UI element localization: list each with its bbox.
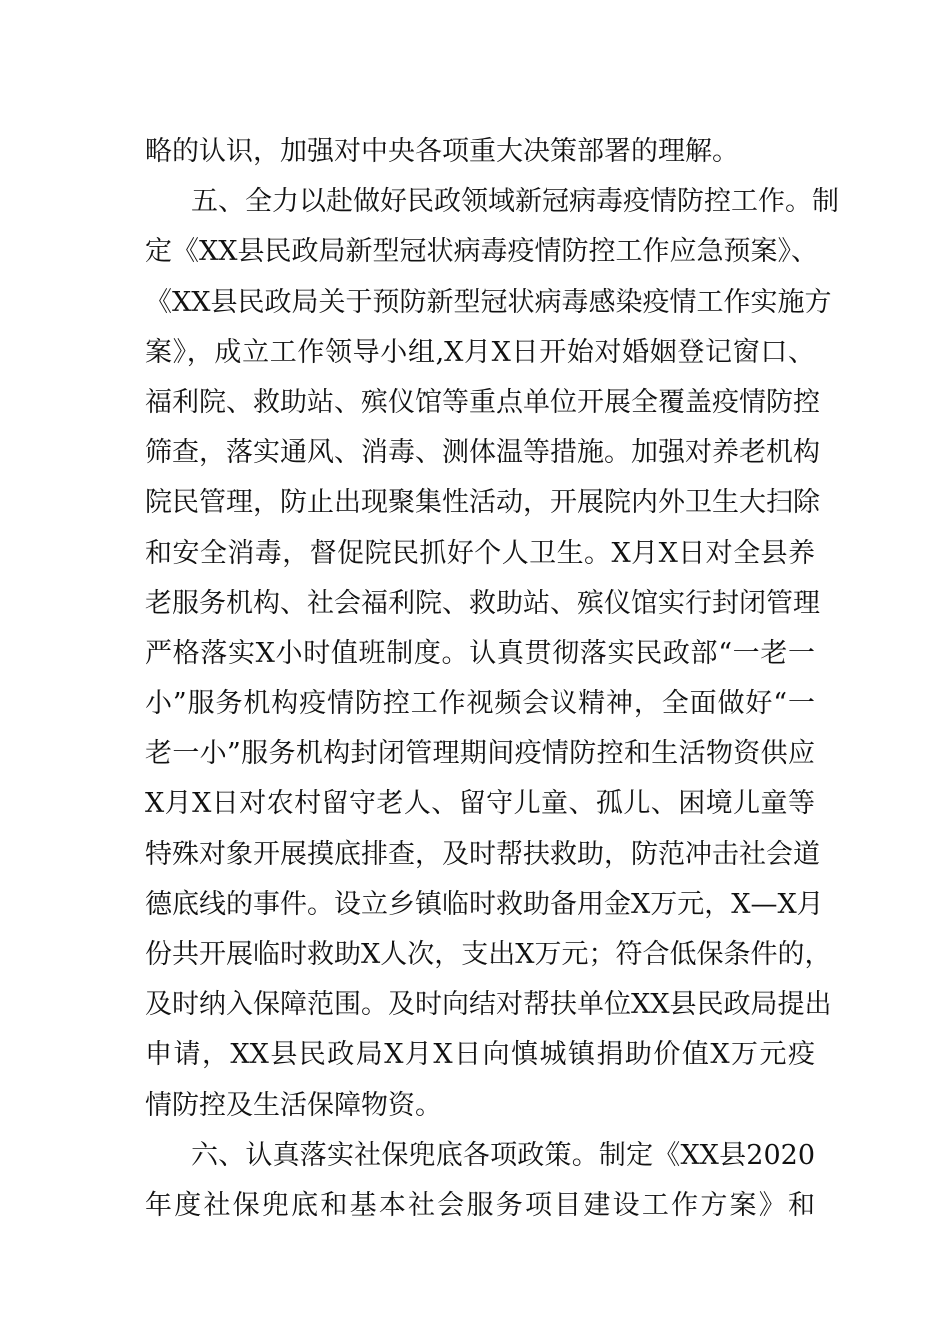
text-line: 严格落实X小时值班制度。认真贯彻落实民政部“一老一 [145,637,815,669]
text-line: 份共开展临时救助X人次，支出X万元；符合低保条件的， [145,939,832,970]
document-body-text [145,127,839,1231]
text-line: 老一小”服务机构封闭管理期间疫情防控和生活物资供应 [145,738,815,770]
text-line: 五、全力以赴做好民政领域新冠病毒疫情防控工作。制 [191,186,839,218]
text-line: 老服务机构、社会福利院、救助站、殡仪馆实行封闭管理 [145,587,820,619]
text-line: 年度社保兜底和基本社会服务项目建设工作方案》和 [145,1189,815,1221]
text-line: 特殊对象开展摸底排查，及时帮扶救助，防范冲击社会道 [145,838,820,870]
text-line: 院民管理，防止出现聚集性活动，开展院内外卫生大扫除 [145,487,820,519]
text-line: 定《XX县民政局新型冠状病毒疫情防控工作应急预案》、 [145,236,818,268]
text-line: 筛查，落实通风、消毒、测体温等措施。加强对养老机构 [145,437,820,469]
text-line: 案》，成立工作领导小组,X月X日开始对婚姻登记窗口、 [145,336,815,368]
text-line: 福利院、救助站、殡仪馆等重点单位开展全覆盖疫情防控 [145,386,820,418]
text-line: 申请，XX县民政局X月X日向慎城镇捐助价值X万元疫 [145,1039,815,1071]
text-line: 略的认识，加强对中央各项重大决策部署的理解。 [145,136,739,167]
text-line: 德底线的事件。设立乡镇临时救助备用金X万元，X—X月 [145,888,824,920]
text-line: X月X日对农村留守老人、留守儿童、孤儿、困境儿童等 [145,788,815,820]
text-line: 六、认真落实社保兜底各项政策。制定《XX县2020 [191,1139,815,1171]
text-line: 和安全消毒，督促院民抓好个人卫生。X月X日对全县养 [145,537,815,569]
text-line: 小”服务机构疫情防控工作视频会议精神，全面做好“一 [145,688,815,720]
text-line: 及时纳入保障范围。及时向结对帮扶单位XX县民政局提出 [145,989,832,1021]
text-line: 《XX县民政局关于预防新型冠状病毒感染疫情工作实施方 [145,286,832,318]
text-line: 情防控及生活保障物资。 [145,1089,442,1121]
